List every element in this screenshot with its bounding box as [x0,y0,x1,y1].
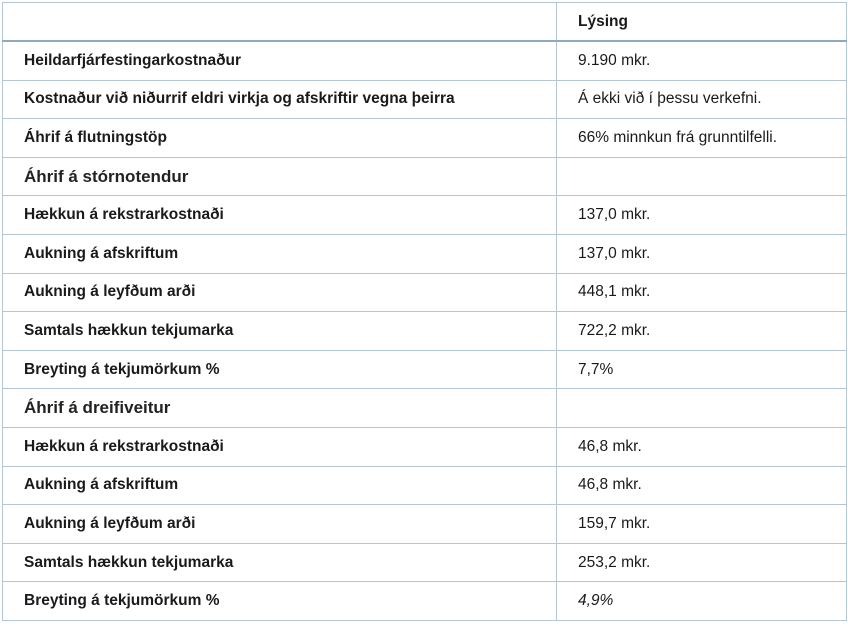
section-heading: Áhrif á dreifiveitur [3,389,557,428]
cost-table-container [2,2,846,621]
table-row [3,466,847,505]
row-label: Áhrif á flutningstöp [3,119,557,158]
table-row [3,505,847,544]
section-heading: Áhrif á stórnotendur [3,157,557,196]
header-cell-description: Lýsing [557,3,847,42]
row-label: Aukning á afskriftum [3,234,557,273]
row-label: Kostnaður við niðurrif eldri virkja og afskriftir vegna þeirra [3,80,557,119]
row-value [557,389,847,428]
table-row [3,80,847,119]
row-label: Hækkun á rekstrarkostnaði [3,196,557,235]
row-value: 448,1 mkr. [557,273,847,312]
table-row [3,312,847,351]
row-value: 4,9% [557,582,847,621]
table-header-row [3,3,847,42]
table-row [3,582,847,621]
header-cell-label [3,3,557,42]
table-row [3,350,847,389]
row-value: 159,7 mkr. [557,505,847,544]
row-value: 137,0 mkr. [557,196,847,235]
row-value: 46,8 mkr. [557,466,847,505]
row-value [557,157,847,196]
row-label: Samtals hækkun tekjumarka [3,312,557,351]
row-label: Breyting á tekjumörkum % [3,350,557,389]
row-label: Aukning á afskriftum [3,466,557,505]
row-value: 46,8 mkr. [557,427,847,466]
table-row [3,273,847,312]
table-row [3,427,847,466]
row-value: 66% minnkun frá grunntilfelli. [557,119,847,158]
row-value: Á ekki við í þessu verkefni. [557,80,847,119]
row-value: 137,0 mkr. [557,234,847,273]
table-row [3,543,847,582]
table-row [3,196,847,235]
cost-table [2,2,847,621]
row-label: Hækkun á rekstrarkostnaði [3,427,557,466]
table-row [3,234,847,273]
section-row-distribution [3,389,847,428]
row-value: 7,7% [557,350,847,389]
table-row [3,41,847,80]
table-row [3,119,847,158]
row-value: 722,2 mkr. [557,312,847,351]
row-label: Aukning á leyfðum arði [3,505,557,544]
row-label: Samtals hækkun tekjumarka [3,543,557,582]
row-label: Aukning á leyfðum arði [3,273,557,312]
section-row-large-consumers [3,157,847,196]
row-label: Heildarfjárfestingarkostnaður [3,41,557,80]
row-value: 253,2 mkr. [557,543,847,582]
row-value: 9.190 mkr. [557,41,847,80]
row-label: Breyting á tekjumörkum % [3,582,557,621]
